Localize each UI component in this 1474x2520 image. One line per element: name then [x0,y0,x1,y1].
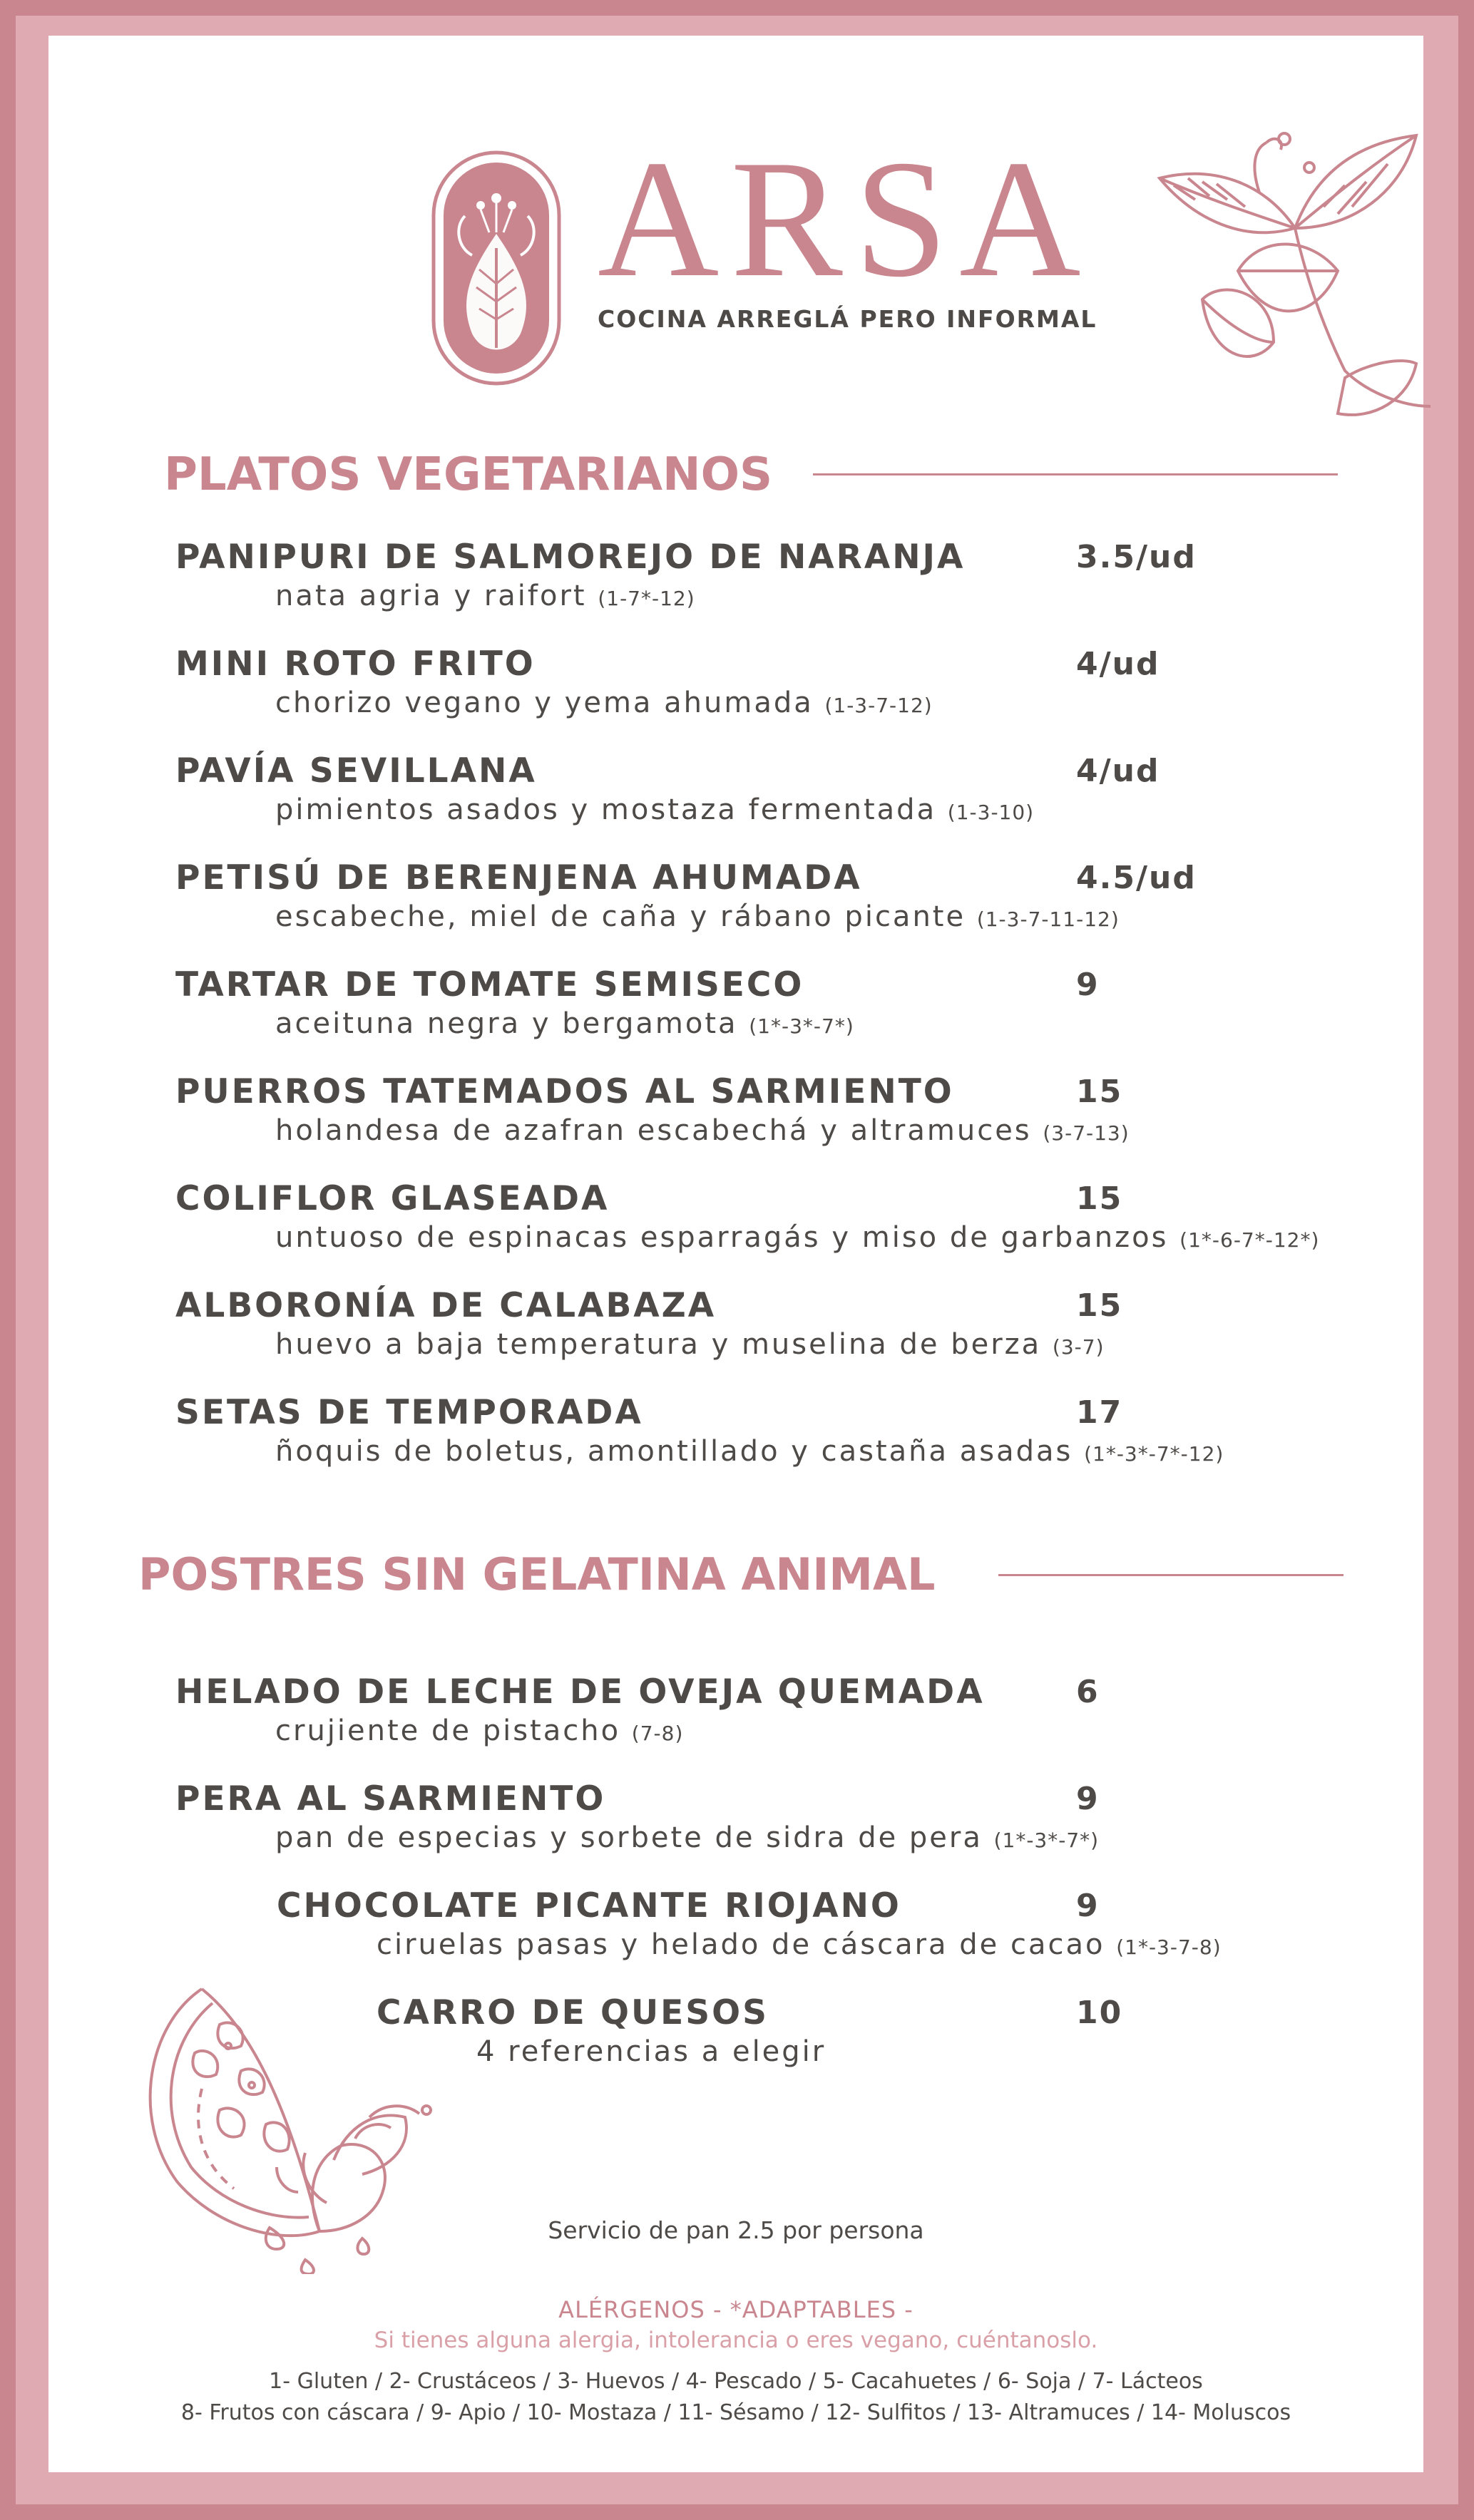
dish-allergens: (1-7*-12) [598,587,695,610]
dish-description: pan de especias y sorbete de sidra de pera (1*-3*-7*) [275,1821,1100,1854]
section-title-vegetarian: PLATOS VEGETARIANOS [164,448,773,501]
brand-tagline: COCINA ARREGLÁ PERO INFORMAL [598,305,1097,333]
dish-description: nata agria y raifort (1-7*-12) [275,580,695,612]
dish-price: 6 [1076,1674,1100,1710]
dish-allergens: (1*-3-7-8) [1116,1935,1222,1959]
dish-allergens: (3-7-13) [1043,1121,1130,1145]
dish-price: 15 [1076,1074,1123,1110]
dish-price: 15 [1076,1287,1123,1324]
dish-name: PANIPURI DE SALMOREJO DE NARANJA [175,538,966,577]
allergens-title: ALÉRGENOS - *ADAPTABLES - [558,2296,913,2323]
allergens-list-line-1: 1- Gluten / 2- Crustáceos / 3- Huevos / 4- Pescado / 5- Cacahuetes / 6- Soja / 7- Lácteos [269,2369,1203,2394]
dish-description: ciruelas pasas y helado de cáscara de cacao (1*-3-7-8) [377,1928,1222,1961]
dish-description: huevo a baja temperatura y muselina de berza (3-7) [275,1328,1105,1361]
dish-name: ALBORONÍA DE CALABAZA [175,1286,717,1325]
dish-description: aceituna negra y bergamota (1*-3*-7*) [275,1007,854,1040]
section-divider [813,473,1338,475]
dish-price: 4.5/ud [1076,860,1197,896]
dish-name: PAVÍA SEVILLANA [175,751,537,791]
dish-allergens: (3-7) [1052,1335,1105,1359]
dish-allergens: (1-3-10) [947,801,1035,824]
dish-name: CHOCOLATE PICANTE RIOJANO [277,1886,901,1925]
dish-name: HELADO DE LECHE DE OVEJA QUEMADA [175,1672,985,1712]
bread-service-note: Servicio de pan 2.5 por persona [548,2216,924,2244]
dish-name: MINI ROTO FRITO [175,644,536,684]
section-divider [998,1574,1344,1576]
dish-price: 4/ud [1076,753,1160,789]
dish-name: CARRO DE QUESOS [377,1993,769,2032]
dish-price: 9 [1076,1781,1100,1817]
dish-description: ñoquis de boletus, amontillado y castaña asadas (1*-3*-7*-12) [275,1435,1224,1468]
section-title-desserts: POSTRES SIN GELATINA ANIMAL [138,1548,936,1600]
dish-description: holandesa de azafran escabechá y altramuces (3-7-13) [275,1114,1130,1147]
dish-price: 9 [1076,967,1100,1003]
dish-description: escabeche, miel de caña y rábano picante (1-3-7-11-12) [275,900,1120,933]
dish-allergens: (1*-3*-7*-12) [1084,1442,1224,1466]
leaves-branch-icon [1131,107,1431,442]
dish-price: 17 [1076,1394,1123,1431]
dish-price: 9 [1076,1888,1100,1924]
dish-name: PERA AL SARMIENTO [175,1779,606,1819]
dish-allergens: (7-8) [631,1722,684,1745]
dish-name: TARTAR DE TOMATE SEMISECO [175,965,804,1004]
dish-description: crujiente de pistacho (7-8) [275,1714,684,1747]
dish-allergens: (1*-3*-7*) [749,1014,854,1038]
dish-allergens: (1-3-7-11-12) [976,907,1120,931]
dish-allergens: (1-3-7-12) [824,694,933,717]
dish-name: SETAS DE TEMPORADA [175,1393,643,1432]
brand-name: ARSA [598,126,1092,312]
dish-name: PUERROS TATEMADOS AL SARMIENTO [175,1072,954,1111]
allergens-note: Si tienes alguna alergia, intolerancia o eres vegano, cuéntanoslo. [374,2328,1098,2353]
dish-price: 10 [1076,1995,1123,2031]
menu-page [48,36,1423,2472]
dish-allergens: (1*-6-7*-12*) [1179,1228,1320,1252]
dish-price: 15 [1076,1181,1123,1217]
dish-description: 4 referencias a elegir [476,2035,826,2068]
allergens-list-line-2: 8- Frutos con cáscara / 9- Apio / 10- Mostaza / 11- Sésamo / 12- Sulfitos / 13- Altramuces / 14- Moluscos [180,2400,1291,2425]
leaf-flower-badge-icon [429,148,563,388]
dish-name: COLIFLOR GLASEADA [175,1179,610,1218]
dish-price: 3.5/ud [1076,539,1197,575]
dish-allergens: (1*-3*-7*) [993,1829,1100,1852]
dish-description: chorizo vegano y yema ahumada (1-3-7-12) [275,686,933,719]
dish-description: untuoso de espinacas esparragás y miso de garbanzos (1*-6-7*-12*) [275,1221,1320,1254]
dish-name: PETISÚ DE BERENJENA AHUMADA [175,858,862,898]
dish-description: pimientos asados y mostaza fermentada (1-3-10) [275,793,1035,826]
dish-price: 4/ud [1076,646,1160,682]
